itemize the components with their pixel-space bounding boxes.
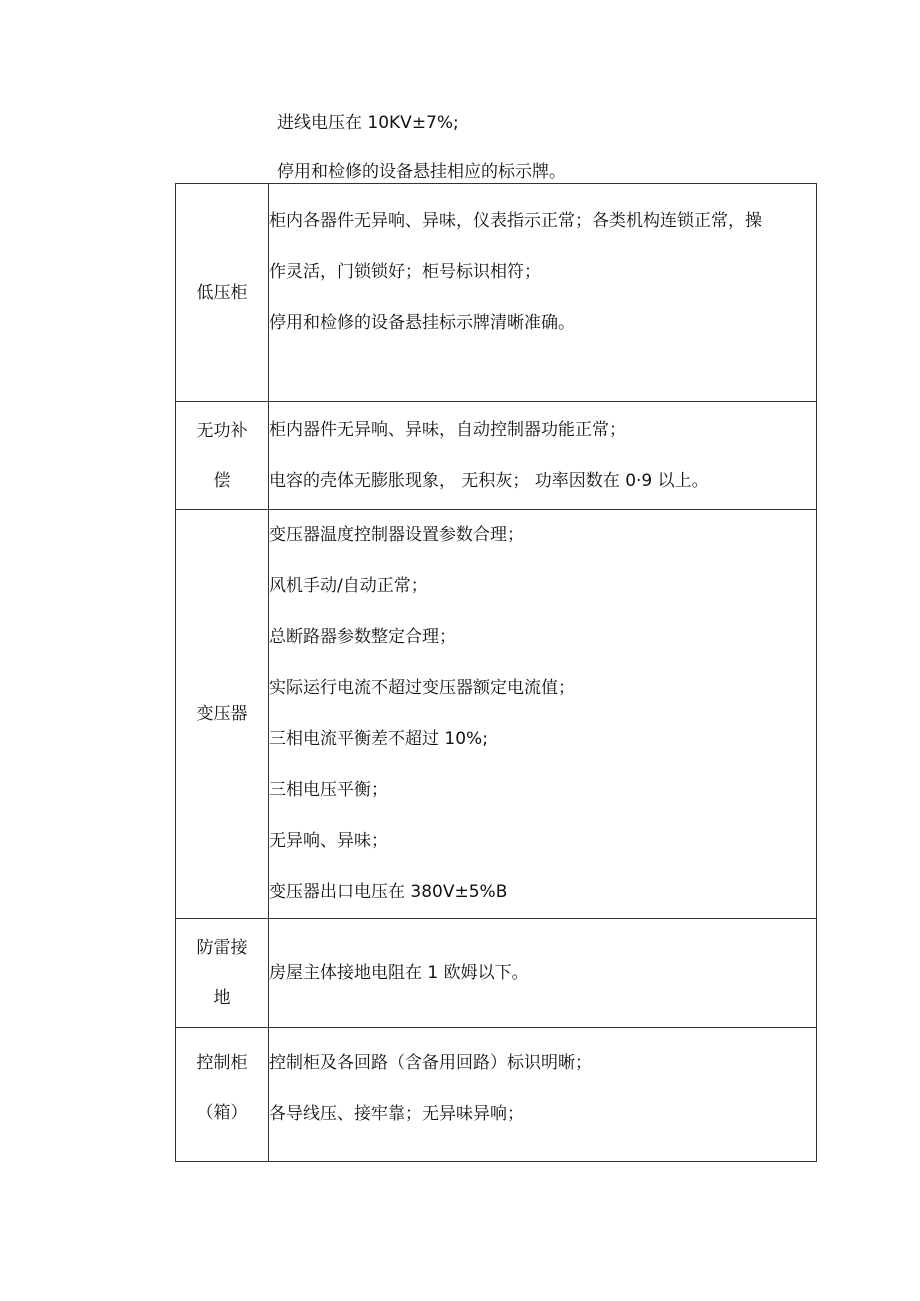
table-row-control-cabinet [176, 1028, 817, 1162]
content-line: 风机手动/自动正常； [269, 576, 428, 596]
row-label-cell [176, 402, 269, 510]
row-content-cell [269, 402, 817, 510]
row-label: （箱） [196, 1103, 248, 1123]
row-label: 地 [213, 988, 231, 1008]
content-line: 停用和检修的设备悬挂标示牌清晰准确。 [269, 313, 575, 333]
content-line: 变压器温度控制器设置参数合理； [269, 525, 524, 545]
row-label: 变压器 [196, 704, 248, 724]
row-label-cell [176, 510, 269, 919]
content-line: 作灵活，门锁锁好；柜号标识相符； [269, 262, 541, 282]
content-line: 柜内各器件无异响、异味，仪表指示正常；各类机构连锁正常，操 [269, 211, 762, 231]
content-line: 实际运行电流不超过变压器额定电流值； [269, 678, 575, 698]
content-line: 电容的壳体无膨胀现象， 无积灰； 功率因数在 0·9 以上。 [269, 470, 709, 491]
content-line: 各导线压、接牢靠；无异味异响； [269, 1104, 524, 1124]
content-line: 控制柜及各回路（含备用回路）标识明晰； [269, 1053, 592, 1073]
content-line: 房屋主体接地电阻在 1 欧姆以下。 [269, 962, 529, 983]
table-row-reactive-compensation [176, 402, 817, 510]
content-line: 三相电压平衡； [269, 780, 388, 800]
row-label-cell [176, 1028, 269, 1162]
content-line: 柜内器件无异响、异味，自动控制器功能正常； [269, 419, 626, 440]
row-label: 低压柜 [196, 282, 248, 303]
row-label: 控制柜 [196, 1053, 248, 1073]
row-label-cell [176, 919, 269, 1028]
row-content-cell [269, 1028, 817, 1162]
content-line: 无异响、异味； [269, 831, 388, 851]
row-label-cell [176, 184, 269, 402]
content-line: 变压器出口电压在 380V±5%B [269, 882, 508, 902]
table-row-lightning-grounding [176, 919, 817, 1028]
row-label: 无功补 [196, 420, 248, 441]
content-line: 三相电流平衡差不超过 10%; [269, 729, 488, 749]
row-label: 偿 [213, 470, 231, 491]
row-label: 防雷接 [196, 938, 248, 958]
intro-line-signage: 停用和检修的设备悬挂相应的标示牌。 [277, 162, 566, 182]
content-line: 总断路器参数整定合理； [269, 627, 456, 647]
table-row-low-voltage-cabinet [176, 184, 817, 402]
row-content-cell [269, 919, 817, 1028]
row-content-cell [269, 184, 817, 402]
row-content-cell [269, 510, 817, 919]
intro-line-voltage: 进线电压在 10KV±7%; [277, 113, 459, 133]
table-row-transformer [176, 510, 817, 919]
inspection-table [175, 183, 817, 1162]
